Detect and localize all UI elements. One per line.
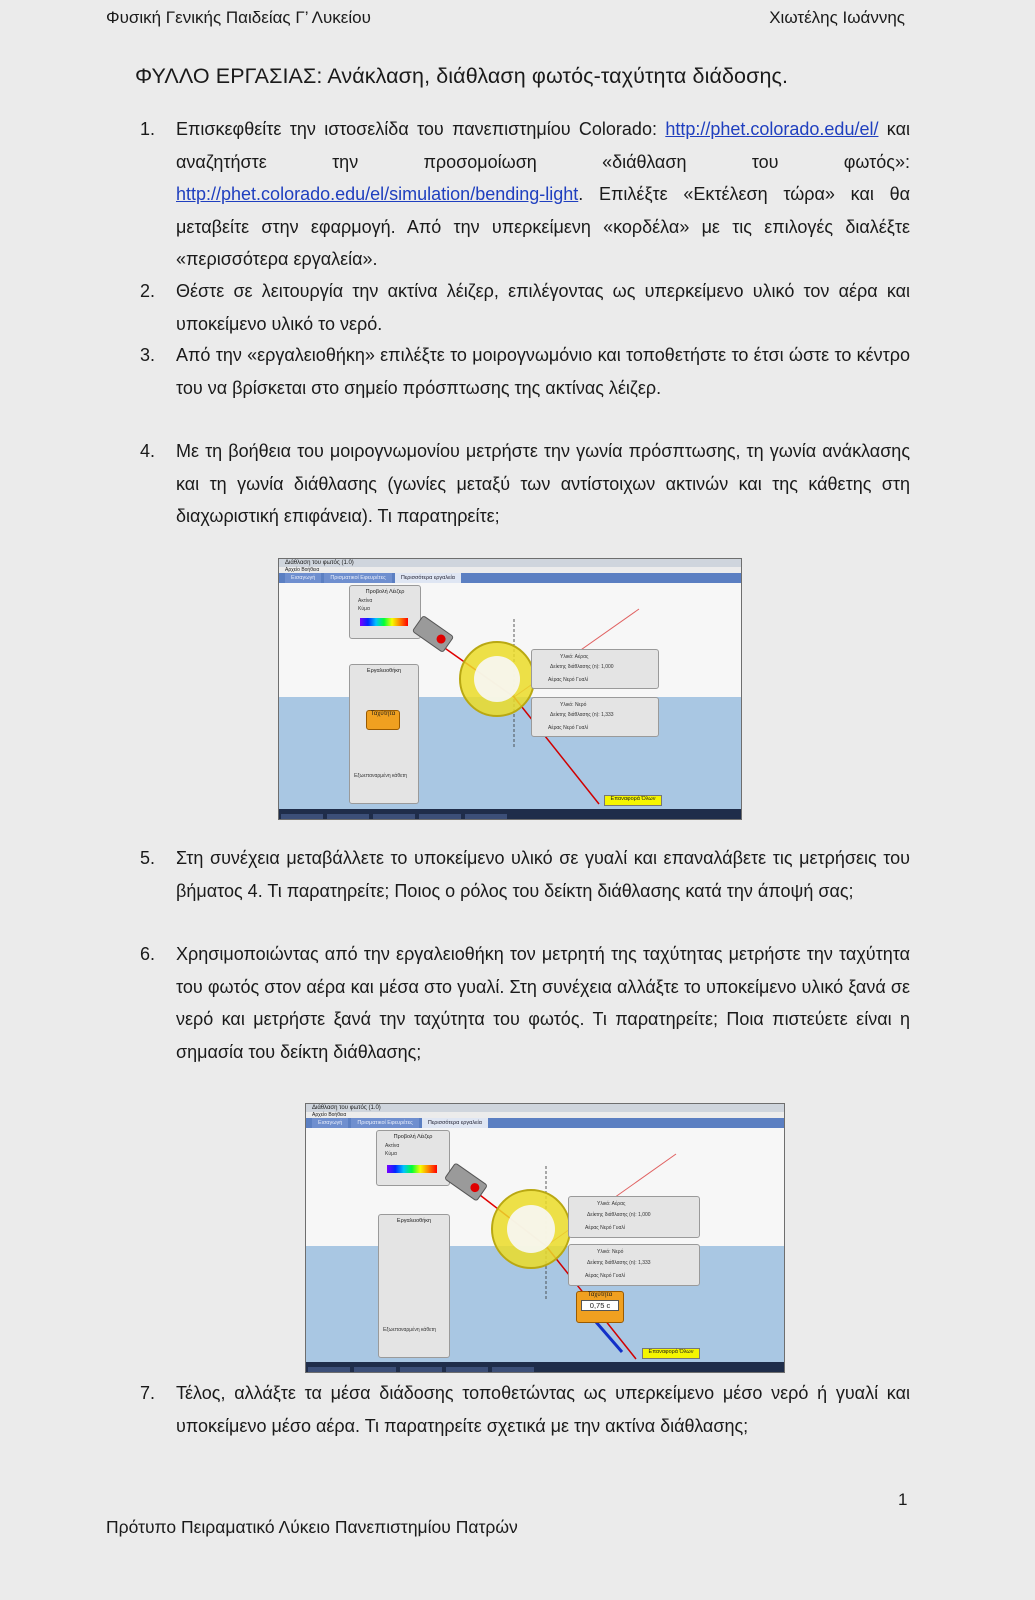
laser-button-icon xyxy=(469,1181,482,1194)
taskbar xyxy=(306,1362,784,1372)
list-item-7 xyxy=(140,1377,910,1442)
item-number: 7. xyxy=(140,1383,156,1403)
item-number: 3. xyxy=(140,345,156,365)
bending-light-link[interactable]: http://phet.colorado.edu/el/simulation/bending-light xyxy=(176,184,579,204)
list-item-3 xyxy=(140,339,910,404)
top-slider-labels: Αέρας Νερό Γυαλί xyxy=(548,677,588,683)
tab-more-tools: Περισσότερα εργαλεία xyxy=(422,1118,488,1128)
wavelength-spectrum xyxy=(360,618,408,626)
top-material: Υλικό: Αέρας xyxy=(597,1201,626,1207)
bottom-material: Υλικό: Νερό xyxy=(560,702,587,708)
page-number: 1 xyxy=(898,1490,908,1509)
taskbar xyxy=(279,809,741,819)
top-slider-labels: Αέρας Νερό Γυαλί xyxy=(585,1225,625,1231)
item-text: Χρησιμοποιώντας από την εργαλειοθήκη τον μετρητή της ταχύτητας μετρήστε την ταχύτητα του φωτός στον αέρα και μέσα στο γυαλί. Στη συνέχεια αλλάξτε το υποκείμενο υλικό ξανά σε νερό και μετρήστε ξανά την ταχύτητα του φωτός. Τι παρατηρείτε; Ποια πιστεύετε είναι η σημασία του δείκτη διάθλασης; xyxy=(176,944,910,1062)
toolbox-title: Εργαλειοθήκη xyxy=(396,1218,432,1224)
item-number: 5. xyxy=(140,848,156,868)
bottom-index: Δείκτης διάθλασης (n): 1,333 xyxy=(587,1260,651,1266)
item-text: Από την «εργαλειοθήκη» επιλέξτε το μοιρογνωμόνιο και τοποθετήστε το έτσι ώστε το κέντρο του να βρίσκεται στο σημείο πρόσπτωσης της ακτίνας λέιζερ. xyxy=(176,345,910,398)
tab-prisms: Πρισματικοί Εφευρέτες xyxy=(324,573,392,583)
tab-prisms: Πρισματικοί Εφευρέτες xyxy=(351,1118,419,1128)
top-index: Δείκτης διάθλασης (n): 1,000 xyxy=(550,664,614,670)
wavelength-spectrum xyxy=(387,1165,437,1173)
protractor xyxy=(491,1189,571,1269)
list-item-1 xyxy=(140,113,910,276)
item-text: Με τη βοήθεια του μοιρογνωμονίου μετρήστε την γωνία πρόσπτωσης, τη γωνία ανάκλασης και τη γωνία διάθλασης (γωνίες μεταξύ των αντίστοιχων ακτινών και της κάθετης στη διαχωριστική επιφάνεια). Τι παρατηρείτε; xyxy=(176,441,910,526)
simulation-screenshot-2 xyxy=(305,1103,785,1373)
header-course: Φυσική Γενικής Παιδείας Γ’ Λυκείου xyxy=(106,8,371,27)
menu-bar: Αρχείο Βοήθεια xyxy=(306,1112,784,1118)
toolbox-panel xyxy=(349,664,419,804)
top-medium-panel xyxy=(568,1196,700,1238)
footer-school: Πρότυπο Πειραματικό Λύκειο Πανεπιστημίου Πατρών xyxy=(106,1517,518,1537)
menu-bar: Αρχείο Βοήθεια xyxy=(279,567,741,573)
list-item-5 xyxy=(140,842,910,907)
tab-more-tools: Περισσότερα εργαλεία xyxy=(395,573,461,583)
speed-meter xyxy=(576,1291,624,1323)
ray-option: Ακτίνα xyxy=(385,1143,400,1149)
header-author: Χιωτέλης Ιωάννης xyxy=(769,8,905,27)
bottom-medium-panel xyxy=(531,697,659,737)
speed-meter-label: Ταχύτητα xyxy=(587,1292,613,1298)
item-text: Στη συνέχεια μεταβάλλετε το υποκείμενο υλικό σε γυαλί και επαναλάβετε τις μετρήσεις του βήματος 4. Τι παρατηρείτε; Ποιος ο ρόλος του δείκτη διάθλασης κατά την άποψή σας; xyxy=(176,848,910,901)
tab-intro: Εισαγωγή xyxy=(312,1118,348,1128)
speed-meter-value: 0,75 c xyxy=(581,1300,619,1311)
phet-home-link[interactable]: http://phet.colorado.edu/el/ xyxy=(665,119,879,139)
item-number: 1. xyxy=(140,119,156,139)
tab-intro: Εισαγωγή xyxy=(285,573,321,583)
laser-button-icon xyxy=(435,633,448,646)
list-item-6 xyxy=(140,938,910,1068)
bottom-medium-panel xyxy=(568,1244,700,1286)
bottom-slider-labels: Αέρας Νερό Γυαλί xyxy=(548,725,588,731)
normal-line-tool: Εξωεπαναρμένη κάθετη xyxy=(354,773,408,779)
item-text: Θέστε σε λειτουργία την ακτίνα λέιζερ, επιλέγοντας ως υπερκείμενο υλικό τον αέρα και υποκείμενο υλικό το νερό. xyxy=(176,281,910,334)
item-text: . Επιλέξτε «Εκτέλεση τώρα» και θα μεταβείτε στην εφαρμογή. Από την υπερκείμενη «κορδέλα» με τις επιλογές διαλέξτε «περισσότερα εργαλεία». xyxy=(176,184,910,269)
bottom-index: Δείκτης διάθλασης (n): 1,333 xyxy=(550,712,614,718)
laser-view-panel xyxy=(376,1130,450,1186)
worksheet-title: ΦΥΛΛΟ ΕΡΓΑΣΙΑΣ: Ανάκλαση, διάθλαση φωτός-ταχύτητα διάδοσης. xyxy=(135,64,789,88)
item-number: 2. xyxy=(140,281,156,301)
speed-tool xyxy=(366,710,400,730)
item-number: 4. xyxy=(140,441,156,461)
reset-all-button: Επαναφορά Όλων xyxy=(604,795,662,806)
bottom-material: Υλικό: Νερό xyxy=(597,1249,624,1255)
window-title: Διάθλαση του φωτός (1.0) xyxy=(279,559,741,567)
window-title: Διάθλαση του φωτός (1.0) xyxy=(306,1104,784,1112)
list-item-4 xyxy=(140,435,910,533)
list-item-2 xyxy=(140,275,910,340)
panel-title: Προβολή Λέιζερ xyxy=(393,1134,433,1140)
panel-title: Προβολή Λέιζερ xyxy=(365,589,405,595)
simulation-screenshot-1 xyxy=(278,558,742,820)
top-index: Δείκτης διάθλασης (n): 1,000 xyxy=(587,1212,651,1218)
top-medium-panel xyxy=(531,649,659,689)
ray-option: Ακτίνα xyxy=(358,598,373,604)
item-text: Τέλος, αλλάξτε τα μέσα διάδοσης τοποθετώντας ως υπερκείμενο μέσο νερό ή γυαλί και υποκείμενο μέσο αέρα. Τι παρατηρείτε σχετικά με την ακτίνα διάθλασης; xyxy=(176,1383,910,1436)
item-text: και αναζητήστε την προσομοίωση «διάθλαση του φωτός»: xyxy=(176,119,910,172)
normal-line-tool: Εξωεπαναρμένη κάθετη xyxy=(383,1327,437,1333)
bottom-slider-labels: Αέρας Νερό Γυαλί xyxy=(585,1273,625,1279)
protractor xyxy=(459,641,535,717)
speed-tool-label: Ταχύτητα xyxy=(370,711,396,717)
laser-view-panel xyxy=(349,585,421,639)
item-text: Επισκεφθείτε την ιστοσελίδα του πανεπιστημίου Colorado: xyxy=(176,119,657,139)
top-material: Υλικό: Αέρας xyxy=(560,654,589,660)
toolbox-panel xyxy=(378,1214,450,1358)
item-number: 6. xyxy=(140,944,156,964)
toolbox-title: Εργαλειοθήκη xyxy=(366,668,402,674)
reset-all-button: Επαναφορά Όλων xyxy=(642,1348,700,1359)
wave-option: Κύμα xyxy=(358,606,370,612)
wave-option: Κύμα xyxy=(385,1151,397,1157)
